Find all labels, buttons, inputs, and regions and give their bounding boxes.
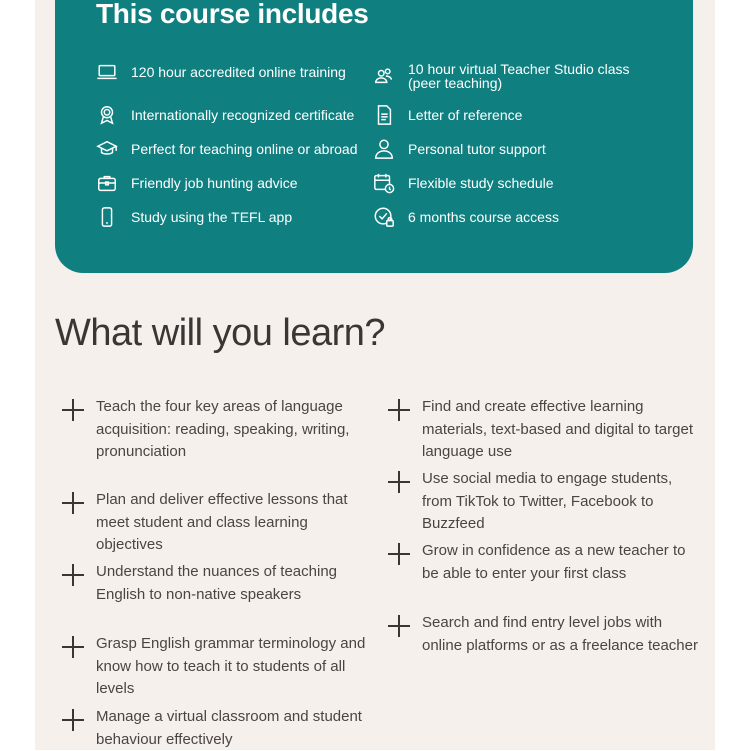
plus-icon (388, 543, 410, 565)
include-label: Letter of reference (408, 107, 523, 123)
learn-item-text: Understand the nuances of teaching English to non-native speakers (96, 563, 338, 603)
learn-item (62, 706, 376, 751)
learn-item-text: Plan and deliver effective lessons that meet student and class learning objectives (96, 491, 348, 553)
plus-icon (62, 709, 84, 731)
course-includes-card (55, 0, 693, 273)
plus-icon (62, 564, 84, 586)
smartphone-icon (96, 206, 118, 228)
include-label: 6 months course access (408, 209, 559, 225)
graduation-cap-icon (96, 138, 118, 160)
learn-item-text: Manage a virtual classroom and student behaviour effectively (96, 708, 362, 748)
include-item-access (373, 206, 559, 228)
person-icon (373, 138, 395, 160)
learn-item-text: Search and find entry level jobs with online platforms or as a freelance teacher (422, 614, 698, 654)
learn-item (62, 561, 376, 606)
award-icon (96, 104, 118, 126)
include-label: Friendly job hunting advice (131, 175, 298, 191)
learn-item-text: Teach the four key areas of language acquisition: reading, speaking, writing, pronunciation (96, 398, 350, 460)
plus-icon (62, 636, 84, 658)
learn-item (388, 612, 702, 657)
plus-icon (62, 399, 84, 421)
include-label: 120 hour accredited online training (131, 64, 346, 80)
include-label: Personal tutor support (408, 141, 546, 157)
include-label: Perfect for teaching online or abroad (131, 141, 358, 157)
course-includes-title: This course includes (96, 0, 369, 29)
learn-item (388, 468, 702, 536)
plus-icon (388, 399, 410, 421)
include-item-tutor (373, 138, 546, 160)
learn-item (62, 633, 376, 701)
plus-icon (62, 492, 84, 514)
laptop-icon (96, 61, 118, 83)
include-item-certificate (96, 104, 354, 126)
include-item-training (96, 61, 346, 83)
learn-item-text: Grasp English grammar terminology and know how to teach it to students of all levels (96, 635, 366, 697)
learn-item (388, 540, 702, 585)
calendar-clock-icon (373, 172, 395, 194)
include-item-studio (373, 62, 658, 90)
learn-section-title: What will you learn? (55, 312, 386, 354)
include-label: Study using the TEFL app (131, 209, 293, 225)
document-icon (373, 104, 395, 126)
include-label: Internationally recognized certificate (131, 107, 355, 123)
briefcase-icon (96, 172, 118, 194)
include-item-teaching (96, 138, 357, 160)
learn-item-text: Grow in confidence as a new teacher to be able to enter your first class (422, 542, 686, 582)
learn-item-text: Find and create effective learning materials, text-based and digital to target language use (422, 398, 693, 460)
include-item-app (96, 206, 292, 228)
include-label: 10 hour virtual Teacher Studio class (peer teaching) (408, 61, 630, 91)
include-item-reference (373, 104, 522, 126)
include-label: Flexible study schedule (408, 175, 554, 191)
plus-icon (388, 615, 410, 637)
check-lock-icon (373, 206, 395, 228)
users-icon (373, 65, 395, 87)
learn-item (388, 396, 702, 464)
include-item-job-advice (96, 172, 298, 194)
learn-item (62, 396, 376, 464)
learn-item-text: Use social media to engage students, from TikTok to Twitter, Facebook to Buzzfeed (422, 470, 673, 532)
include-item-schedule (373, 172, 554, 194)
learn-item (62, 489, 376, 557)
plus-icon (388, 471, 410, 493)
